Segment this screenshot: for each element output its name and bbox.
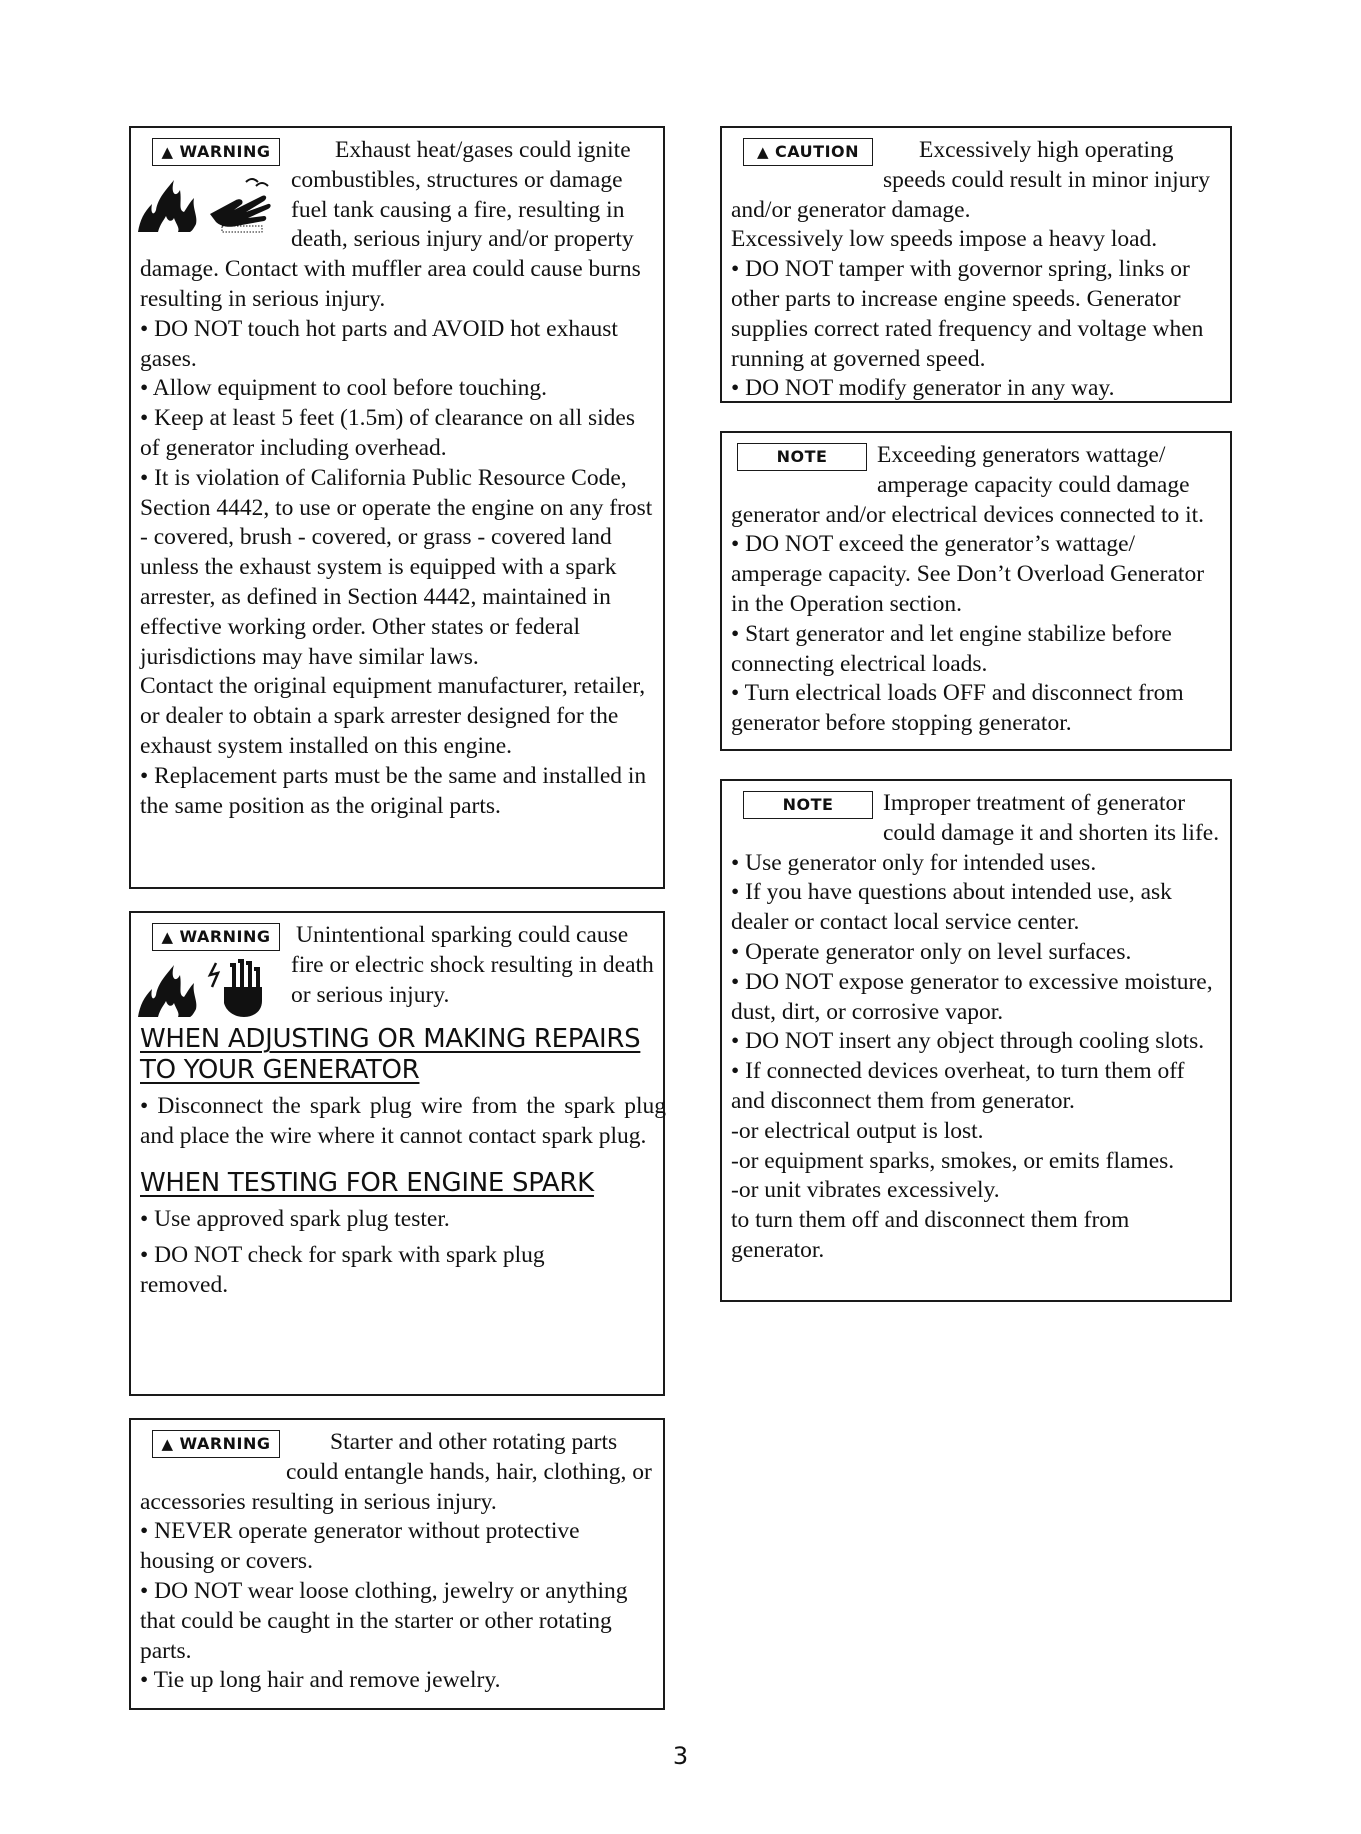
treatment-line-7: -or electrical output is lost. <box>731 1117 984 1144</box>
caution-badge: ▲ CAUTION <box>743 138 873 166</box>
exhaust-line-4: • It is violation of California Public Resource Code, Section 4442, to use or operate the engine on any frost - covered, brush - covered, or grass - covered land unless the exhaust system is equipped with a spark arrester, as defined in Section 4442, maintained in effective working order. Other states or federal jurisdictions may have similar laws. <box>140 464 653 670</box>
treatment-note-box: NOTE Improper treatment of generator could damage it and shorten its life. • Use generator only for intended uses. • If you have questions about intended use, ask dealer or contact local service center. • Operate generator only on level surfaces. • DO NOT expose generator to excessive moisture, dust, dirt, or corrosive vapor. • DO NOT insert any object through cooling slots. • If connected devices overheat, to turn them off and disconnect them from generator. -or electrical output is lost. -or equipment sparks, smokes, or emits flames. -or unit vibrates excessively. to turn them off and disconnect them from generator. <box>720 779 1232 1302</box>
speed-line-1: Excessively low speeds impose a heavy load. <box>731 226 1158 253</box>
warning-triangle-icon: ▲ <box>161 1435 174 1453</box>
section-heading-spark-test: WHEN TESTING FOR ENGINE SPARK <box>140 1167 594 1198</box>
hazard-icons <box>136 955 291 1019</box>
note-badge: NOTE <box>737 443 867 471</box>
capacity-line-2: • Start generator and let engine stabilize before connecting electrical loads. <box>731 620 1172 677</box>
rotating-line-3: • Tie up long hair and remove jewelry. <box>140 1667 501 1694</box>
treatment-line-10: to turn them off and disconnect them from generator. <box>731 1207 1130 1263</box>
section-heading-repairs: WHEN ADJUSTING OR MAKING REPAIRS TO YOUR GENERATOR <box>140 1024 641 1086</box>
speed-line-2: • DO NOT tamper with governor spring, links or other parts to increase engine speeds. Generator supplies correct rated frequency and voltage when running at governed speed. <box>731 256 1204 372</box>
fire-icon <box>136 176 202 234</box>
warning-triangle-icon: ▲ <box>756 143 770 161</box>
warning-badge: ▲ WARNING <box>152 1430 280 1458</box>
exhaust-line-2: • Allow equipment to cool before touching. <box>140 375 547 402</box>
treatment-line-3: • Operate generator only on level surfaces. <box>731 938 1132 965</box>
capacity-line-3: • Turn electrical loads OFF and disconnect from generator before stopping generator. <box>731 680 1184 737</box>
note-badge: NOTE <box>743 791 873 819</box>
fire-icon <box>136 961 202 1019</box>
warning-badge: ▲ WARNING <box>152 923 280 951</box>
rotating-line-1: • NEVER operate generator without protective housing or covers. <box>140 1518 580 1575</box>
speed-caution-box: ▲ CAUTION Excessively high operating speeds could result in minor injury and/or generator damage. Excessively low speeds impose a heavy load. • DO NOT tamper with governor spring, links or other parts to increase engine speeds. Generator supplies correct rated frequency and voltage when running at governed speed. • DO NOT modify generator in any way. <box>720 126 1232 403</box>
exhaust-line-6: • Replacement parts must be the same and installed in the same position as the original parts. <box>140 762 647 819</box>
capacity-line-1: • DO NOT exceed the generator’s wattage/ amperage capacity. See Don’t Overload Generator in the Operation section. <box>731 531 1205 617</box>
exhaust-warning-box: ▲ WARNING Exhaust heat/gases could ignite combustibles, structures or damage fuel tank causing a fire, resulting in death, serious injury and/or property damage. Contact with muffler area could cause burns resulting in serious injury. • DO NOT touch hot parts and AVOID hot exhaust gases. • Allow equipment to cool before touching. • Keep at least 5 feet (1.5m) of clearance on all sides of generator including overhead. • It is violation of California Public Resource Code, Section 4442, to use or operate the engine on any frost - covered, brush - covered, or grass - covered land unless the exhaust system is equipped with a spark arrester, as defined in Section 4442, maintained in effective working order. Other states or federal jurisdictions may have similar laws. Contact the original equipment manufacturer, retailer, or dealer to obtain a spark arrester designed for the exhaust system installed on this engine. • Replacement parts must be the same and installed in the same position as the original parts. <box>129 126 665 889</box>
exhaust-line-5: Contact the original equipment manufacturer, retailer, or dealer to obtain a spark arrester designed for the exhaust system installed on this engine. <box>140 673 646 759</box>
treatment-line-9: -or unit vibrates excessively. <box>731 1177 1000 1204</box>
treatment-line-2: • If you have questions about intended use, ask dealer or contact local service center. <box>731 879 1172 936</box>
sparking-warning-box: ▲ WARNING Unintentional sparking could cause fire or electric shock resulting in death or serious injury. WHEN ADJUSTING OR MAKING REPAIRS TO YOUR GENERATOR • Disconnect the spark plug wire from the spark plug and place the wire where it cannot contact spark plug. WHEN TESTING FOR ENGINE SPARK • Use approved spark plug tester. • DO NOT check for spark with spark plug removed. <box>129 911 665 1396</box>
spark-test-line-1: • Use approved spark plug tester. <box>140 1205 450 1232</box>
page-number: 3 <box>672 1742 689 1770</box>
treatment-line-5: • DO NOT insert any object through cooling slots. <box>731 1028 1205 1055</box>
exhaust-line-3: • Keep at least 5 feet (1.5m) of clearance on all sides of generator including overhead. <box>140 405 635 461</box>
treatment-line-1: • Use generator only for intended uses. <box>731 849 1097 876</box>
speed-line-3: • DO NOT modify generator in any way. <box>731 375 1115 402</box>
repairs-text: • Disconnect the spark plug wire from the spark plug and place the wire where it cannot contact spark plug. <box>140 1093 666 1150</box>
treatment-line-8: -or equipment sparks, smokes, or emits flames. <box>731 1147 1175 1174</box>
right-column <box>720 126 1232 1330</box>
electric-shock-icon <box>206 957 266 1019</box>
treatment-line-4: • DO NOT expose generator to excessive moisture, dust, dirt, or corrosive vapor. <box>731 968 1213 1025</box>
capacity-note-box: NOTE Exceeding generators wattage/ amperage capacity could damage generator and/or electrical devices connected to it. • DO NOT exceed the generator’s wattage/ amperage capacity. See Don’t Overload Generator in the Operation section. • Start generator and let engine stabilize before connecting electrical loads. • Turn electrical loads OFF and disconnect from generator before stopping generator. <box>720 431 1232 751</box>
rotating-line-2: • DO NOT wear loose clothing, jewelry or anything that could be caught in the starter or other rotating parts. <box>140 1577 628 1664</box>
hazard-icons <box>136 170 291 234</box>
rotating-parts-warning-box: ▲ WARNING Starter and other rotating parts could entangle hands, hair, clothing, or accessories resulting in serious injury. • NEVER operate generator without protective housing or covers. • DO NOT wear loose clothing, jewelry or anything that could be caught in the starter or other rotating parts. • Tie up long hair and remove jewelry. <box>129 1418 665 1710</box>
left-column <box>129 126 665 1732</box>
exhaust-line-1: • DO NOT touch hot parts and AVOID hot exhaust gases. <box>140 315 618 372</box>
spark-test-line-2: • DO NOT check for spark with spark plug removed. <box>140 1241 545 1298</box>
warning-badge: ▲ WARNING <box>152 138 280 166</box>
warning-triangle-icon: ▲ <box>161 143 174 161</box>
warning-triangle-icon: ▲ <box>161 928 174 946</box>
hot-surface-icon <box>206 176 274 234</box>
treatment-line-6: • If connected devices overheat, to turn them off and disconnect them from generator. <box>731 1058 1185 1114</box>
